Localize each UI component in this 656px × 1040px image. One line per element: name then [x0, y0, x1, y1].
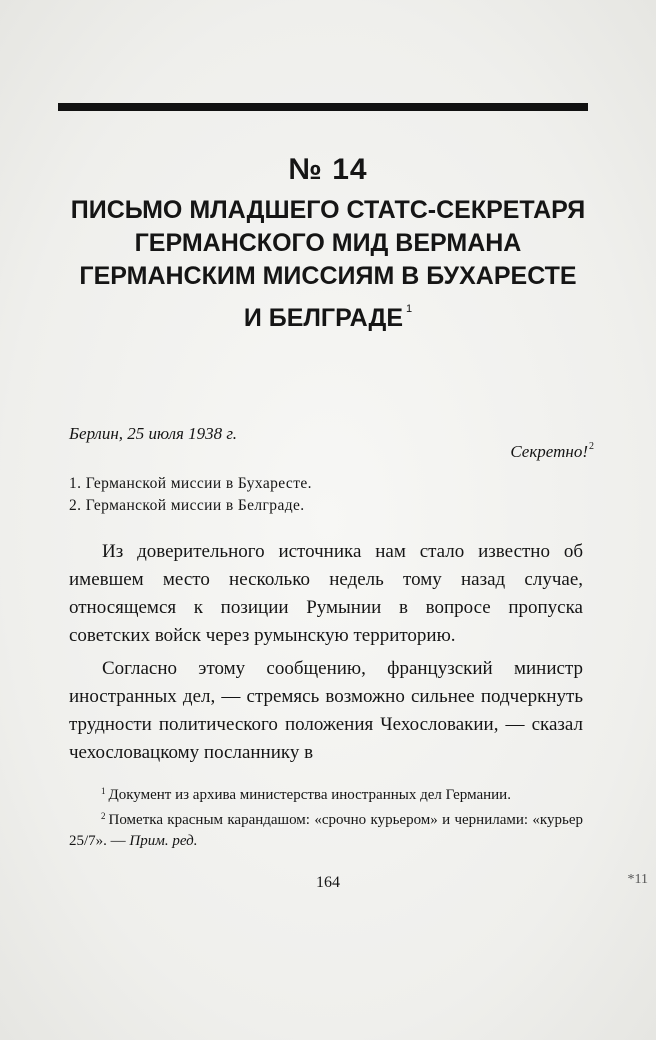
- title-line: ГЕРМАНСКИМ МИССИЯМ В БУХАРЕСТЕ: [79, 262, 577, 290]
- top-rule: [58, 103, 588, 111]
- classification-mark: [510, 441, 594, 462]
- title-line-text: И БЕЛГРАДЕ: [243, 304, 404, 332]
- document-number: № 14: [288, 153, 368, 186]
- margin-mark: *11: [627, 872, 648, 887]
- title-line-last: [58, 293, 598, 335]
- recipient-item: 1. Германской миссии в Бухаресте.: [69, 475, 312, 492]
- footnote-text: Документ из архива министерства иностранных дел Германии.: [108, 787, 511, 803]
- recipient-item: 2. Германской миссии в Белграде.: [69, 497, 305, 514]
- body-paragraph: Согласно этому сообщению, французский министр иностранных дел, — стремясь возможно сильнее подчеркнуть трудности политического положения Чехословакии, — сказал чехословацкому посланнику в: [69, 658, 583, 763]
- classification-footnote-mark: 2: [589, 441, 594, 452]
- title-line: ПИСЬМО МЛАДШЕГО СТАТС-СЕКРЕТАРЯ: [70, 196, 586, 224]
- footnote-mark: 1: [101, 786, 106, 796]
- footnote: [69, 806, 583, 852]
- footnotes: [69, 781, 583, 852]
- footnote-text: Пометка красным карандашом: «срочно курьером» и чернилами: «курьер 25/7». —: [69, 812, 583, 849]
- title-line: ГЕРМАНСКОГО МИД ВЕРМАНА: [134, 229, 522, 257]
- recipients-list: [69, 473, 312, 517]
- document-title: [58, 194, 598, 335]
- footnote: [69, 781, 583, 806]
- body-paragraph: Из доверительного источника нам стало известно об имевшем место несколько недель тому назад случае, относящемся к позиции Румынии в вопросе пропуска советских войск через румынскую территорию.: [69, 541, 583, 646]
- footnote-mark: 2: [101, 811, 106, 821]
- place-date: Берлин, 25 июля 1938 г.: [69, 424, 238, 443]
- classification-text: Секретно!: [510, 442, 588, 461]
- title-footnote-mark: 1: [406, 303, 413, 315]
- body-text: [69, 538, 583, 767]
- page-number: 164: [316, 874, 340, 891]
- editor-note: Прим. ред.: [129, 833, 198, 849]
